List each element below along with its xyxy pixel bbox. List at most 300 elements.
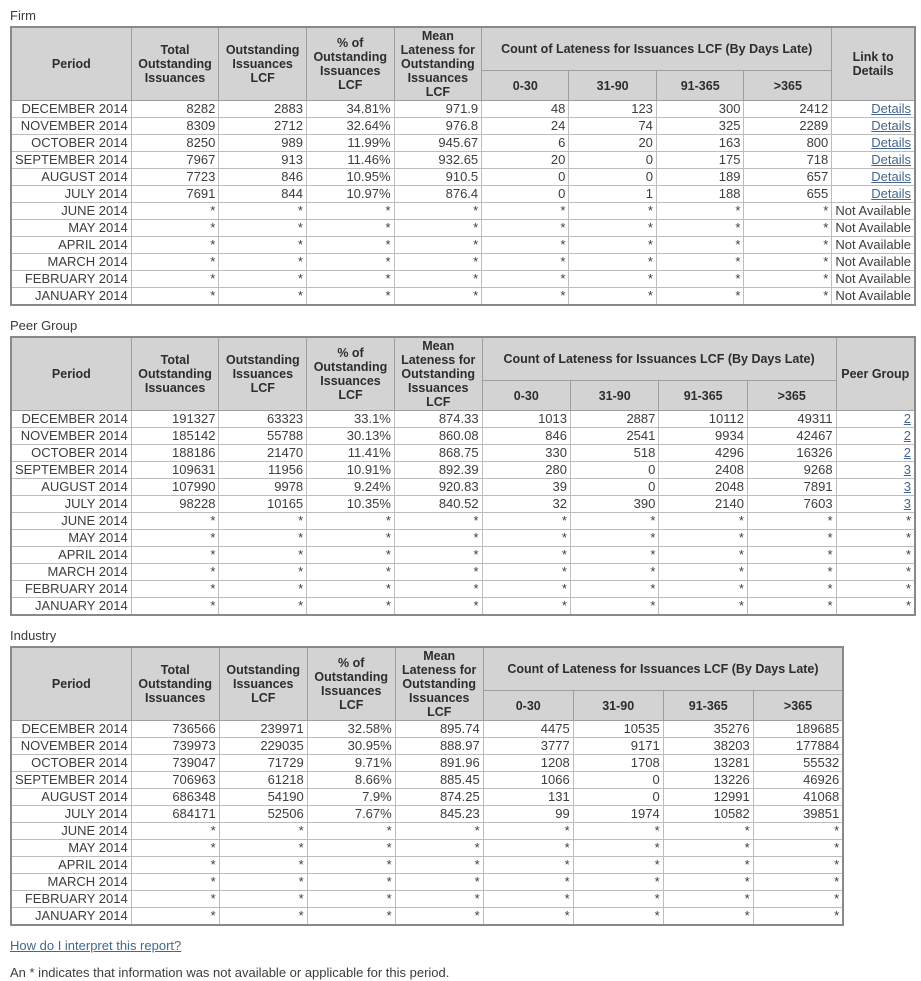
- period-cell: DECEMBER 2014: [11, 411, 131, 428]
- peer-group-link[interactable]: 2: [903, 445, 911, 460]
- value-cell: 7.9%: [307, 789, 395, 806]
- value-cell: *: [131, 237, 219, 254]
- value-cell: 41068: [753, 789, 843, 806]
- value-cell: 945.67: [394, 135, 482, 152]
- value-cell: *: [131, 908, 219, 926]
- value-cell: 895.74: [395, 721, 483, 738]
- period-cell: OCTOBER 2014: [11, 445, 131, 462]
- value-cell: *: [656, 237, 744, 254]
- value-cell: 99: [483, 806, 573, 823]
- value-cell: *: [306, 254, 394, 271]
- value-cell: *: [744, 288, 832, 306]
- extra-cell: [832, 169, 915, 186]
- value-cell: 7891: [747, 479, 836, 496]
- period-cell: DECEMBER 2014: [11, 721, 131, 738]
- value-cell: *: [219, 857, 307, 874]
- value-cell: 55532: [753, 755, 843, 772]
- table-row: [11, 135, 915, 152]
- table-row: [11, 203, 915, 220]
- col-header-bucket-91-365: 91-365: [656, 71, 744, 101]
- col-header-bucket-31-90: 31-90: [570, 381, 658, 411]
- period-cell: JUNE 2014: [11, 203, 131, 220]
- value-cell: 8309: [131, 118, 219, 135]
- value-cell: 24: [482, 118, 569, 135]
- extra-cell: [832, 135, 915, 152]
- col-header-total-outstanding: Total Outstanding Issuances: [131, 337, 219, 411]
- value-cell: *: [307, 857, 395, 874]
- value-cell: *: [219, 564, 307, 581]
- peer-group-link[interactable]: 2: [903, 411, 911, 426]
- value-cell: *: [482, 581, 570, 598]
- peer-group-link[interactable]: 3: [903, 462, 911, 477]
- table-row: [11, 840, 843, 857]
- table-row: [11, 152, 915, 169]
- value-cell: *: [131, 840, 219, 857]
- extra-cell: *: [836, 513, 915, 530]
- period-cell: NOVEMBER 2014: [11, 738, 131, 755]
- value-cell: 846: [219, 169, 307, 186]
- col-header-bucket-31-90: 31-90: [569, 71, 657, 101]
- value-cell: 0: [570, 462, 658, 479]
- value-cell: *: [573, 874, 663, 891]
- extra-cell: [836, 428, 915, 445]
- value-cell: 20: [569, 135, 657, 152]
- value-cell: 2048: [659, 479, 748, 496]
- value-cell: 1013: [482, 411, 570, 428]
- col-header-bucket-gt365: >365: [747, 381, 836, 411]
- value-cell: 989: [219, 135, 307, 152]
- value-cell: 845.23: [395, 806, 483, 823]
- value-cell: *: [482, 203, 569, 220]
- value-cell: 1974: [573, 806, 663, 823]
- value-cell: 32.58%: [307, 721, 395, 738]
- col-header-mean-lateness: Mean Lateness for Outstanding Issuances LCF: [394, 27, 482, 101]
- value-cell: *: [573, 823, 663, 840]
- value-cell: 189685: [753, 721, 843, 738]
- value-cell: 739973: [131, 738, 219, 755]
- value-cell: *: [569, 220, 657, 237]
- table-row: [11, 857, 843, 874]
- value-cell: *: [219, 288, 307, 306]
- value-cell: *: [306, 237, 394, 254]
- value-cell: *: [570, 530, 658, 547]
- firm-section: [10, 8, 916, 306]
- value-cell: 0: [569, 152, 657, 169]
- value-cell: *: [483, 891, 573, 908]
- value-cell: *: [394, 203, 482, 220]
- extra-cell: Not Available: [832, 220, 915, 237]
- col-header-bucket-91-365: 91-365: [659, 381, 748, 411]
- value-cell: *: [219, 254, 307, 271]
- value-cell: 2412: [744, 101, 832, 118]
- firm-table: [10, 26, 916, 306]
- value-cell: *: [395, 840, 483, 857]
- value-cell: *: [747, 581, 836, 598]
- value-cell: *: [744, 203, 832, 220]
- value-cell: *: [483, 840, 573, 857]
- table-row: [11, 874, 843, 891]
- value-cell: *: [573, 891, 663, 908]
- value-cell: *: [663, 891, 753, 908]
- value-cell: 48: [482, 101, 569, 118]
- col-header-count-group: Count of Lateness for Issuances LCF (By Days Late): [483, 647, 843, 691]
- value-cell: *: [131, 254, 219, 271]
- value-cell: 846: [482, 428, 570, 445]
- footer: [10, 938, 916, 954]
- value-cell: 892.39: [394, 462, 482, 479]
- period-cell: JULY 2014: [11, 806, 131, 823]
- value-cell: *: [573, 840, 663, 857]
- period-cell: SEPTEMBER 2014: [11, 152, 131, 169]
- value-cell: *: [747, 530, 836, 547]
- col-header-pct-outstanding-lcf: % of Outstanding Issuances LCF: [306, 27, 394, 101]
- extra-cell: *: [836, 530, 915, 547]
- value-cell: 10582: [663, 806, 753, 823]
- value-cell: *: [573, 908, 663, 926]
- value-cell: 888.97: [395, 738, 483, 755]
- value-cell: *: [219, 874, 307, 891]
- extra-cell: Not Available: [832, 237, 915, 254]
- value-cell: *: [131, 598, 219, 616]
- value-cell: 61218: [219, 772, 307, 789]
- period-cell: APRIL 2014: [11, 547, 131, 564]
- peer-group-link[interactable]: 3: [903, 496, 911, 511]
- value-cell: *: [394, 271, 482, 288]
- value-cell: *: [482, 598, 570, 616]
- peer-group-link[interactable]: 2: [903, 428, 911, 443]
- value-cell: *: [753, 891, 843, 908]
- table-row: [11, 564, 915, 581]
- value-cell: *: [219, 891, 307, 908]
- table-row: [11, 428, 915, 445]
- industry-table: [10, 646, 844, 926]
- details-link[interactable]: Details: [871, 118, 911, 133]
- value-cell: 8282: [131, 101, 219, 118]
- col-header-mean-lateness: Mean Lateness for Outstanding Issuances LCF: [395, 647, 483, 721]
- value-cell: 191327: [131, 411, 219, 428]
- value-cell: 10165: [219, 496, 307, 513]
- value-cell: *: [307, 908, 395, 926]
- period-cell: AUGUST 2014: [11, 479, 131, 496]
- value-cell: *: [483, 908, 573, 926]
- col-header-period: Period: [11, 27, 131, 101]
- value-cell: *: [394, 288, 482, 306]
- period-cell: OCTOBER 2014: [11, 755, 131, 772]
- table-row: [11, 908, 843, 926]
- value-cell: *: [306, 271, 394, 288]
- col-header-bucket-0-30: 0-30: [483, 691, 573, 721]
- value-cell: 74: [569, 118, 657, 135]
- table-row: [11, 755, 843, 772]
- value-cell: 800: [744, 135, 832, 152]
- value-cell: *: [569, 288, 657, 306]
- value-cell: *: [569, 237, 657, 254]
- table-row: [11, 118, 915, 135]
- value-cell: *: [663, 823, 753, 840]
- value-cell: 518: [570, 445, 658, 462]
- peer-group-section: [10, 318, 916, 616]
- value-cell: *: [394, 530, 482, 547]
- period-cell: AUGUST 2014: [11, 789, 131, 806]
- table-row: [11, 806, 843, 823]
- period-cell: JUNE 2014: [11, 513, 131, 530]
- details-link[interactable]: Details: [871, 152, 911, 167]
- extra-cell: [836, 479, 915, 496]
- value-cell: 63323: [219, 411, 307, 428]
- value-cell: *: [394, 564, 482, 581]
- value-cell: 11956: [219, 462, 307, 479]
- value-cell: 30.95%: [307, 738, 395, 755]
- value-cell: 239971: [219, 721, 307, 738]
- value-cell: *: [219, 530, 307, 547]
- value-cell: *: [219, 840, 307, 857]
- value-cell: 109631: [131, 462, 219, 479]
- details-link[interactable]: Details: [871, 101, 911, 116]
- value-cell: *: [663, 874, 753, 891]
- value-cell: 30.13%: [307, 428, 395, 445]
- value-cell: *: [395, 891, 483, 908]
- table-row: [11, 288, 915, 306]
- value-cell: *: [131, 220, 219, 237]
- value-cell: 739047: [131, 755, 219, 772]
- value-cell: *: [131, 530, 219, 547]
- value-cell: *: [570, 564, 658, 581]
- value-cell: *: [482, 513, 570, 530]
- value-cell: *: [744, 271, 832, 288]
- value-cell: 706963: [131, 772, 219, 789]
- col-header-period: Period: [11, 647, 131, 721]
- value-cell: *: [570, 547, 658, 564]
- value-cell: *: [659, 513, 748, 530]
- value-cell: 163: [656, 135, 744, 152]
- value-cell: *: [131, 874, 219, 891]
- value-cell: 7967: [131, 152, 219, 169]
- col-header-outstanding-lcf: Outstanding Issuances LCF: [219, 27, 307, 101]
- value-cell: 390: [570, 496, 658, 513]
- value-cell: 10.95%: [306, 169, 394, 186]
- value-cell: 10.91%: [307, 462, 395, 479]
- value-cell: *: [394, 547, 482, 564]
- value-cell: *: [570, 598, 658, 616]
- value-cell: *: [306, 220, 394, 237]
- value-cell: 920.83: [394, 479, 482, 496]
- value-cell: *: [747, 564, 836, 581]
- value-cell: *: [394, 513, 482, 530]
- value-cell: 9.71%: [307, 755, 395, 772]
- value-cell: 8.66%: [307, 772, 395, 789]
- value-cell: 976.8: [394, 118, 482, 135]
- col-header-bucket-91-365: 91-365: [663, 691, 753, 721]
- value-cell: 0: [482, 169, 569, 186]
- value-cell: *: [131, 857, 219, 874]
- value-cell: *: [483, 874, 573, 891]
- table-row: [11, 738, 843, 755]
- value-cell: 20: [482, 152, 569, 169]
- details-link[interactable]: Details: [871, 169, 911, 184]
- value-cell: 10.97%: [306, 186, 394, 203]
- value-cell: *: [131, 823, 219, 840]
- value-cell: *: [306, 288, 394, 306]
- value-cell: *: [747, 547, 836, 564]
- value-cell: 300: [656, 101, 744, 118]
- period-cell: MARCH 2014: [11, 564, 131, 581]
- value-cell: 684171: [131, 806, 219, 823]
- value-cell: 7.67%: [307, 806, 395, 823]
- table-row: [11, 186, 915, 203]
- value-cell: 2883: [219, 101, 307, 118]
- col-header-link-to-details: Link to Details: [832, 27, 915, 101]
- value-cell: 325: [656, 118, 744, 135]
- extra-cell: [832, 101, 915, 118]
- peer-group-link[interactable]: 3: [903, 479, 911, 494]
- interpret-report-link[interactable]: How do I interpret this report?: [10, 938, 182, 953]
- value-cell: 188186: [131, 445, 219, 462]
- value-cell: 840.52: [394, 496, 482, 513]
- value-cell: *: [570, 513, 658, 530]
- details-link[interactable]: Details: [871, 135, 911, 150]
- value-cell: *: [395, 908, 483, 926]
- industry-section: [10, 628, 916, 926]
- value-cell: *: [307, 598, 395, 616]
- value-cell: *: [753, 840, 843, 857]
- col-header-bucket-gt365: >365: [753, 691, 843, 721]
- value-cell: 188: [656, 186, 744, 203]
- value-cell: *: [656, 288, 744, 306]
- value-cell: 0: [482, 186, 569, 203]
- value-cell: *: [307, 564, 395, 581]
- value-cell: 2541: [570, 428, 658, 445]
- col-header-period: Period: [11, 337, 131, 411]
- value-cell: 98228: [131, 496, 219, 513]
- value-cell: 736566: [131, 721, 219, 738]
- period-cell: MAY 2014: [11, 220, 131, 237]
- table-row: [11, 462, 915, 479]
- value-cell: *: [219, 598, 307, 616]
- period-cell: NOVEMBER 2014: [11, 118, 131, 135]
- value-cell: 49311: [747, 411, 836, 428]
- value-cell: *: [656, 254, 744, 271]
- value-cell: *: [307, 891, 395, 908]
- extra-cell: [836, 445, 915, 462]
- value-cell: 107990: [131, 479, 219, 496]
- peer-group-table-title: Peer Group: [10, 318, 78, 333]
- value-cell: *: [570, 581, 658, 598]
- table-row: [11, 254, 915, 271]
- value-cell: *: [656, 271, 744, 288]
- value-cell: 123: [569, 101, 657, 118]
- table-row: [11, 772, 843, 789]
- value-cell: 13281: [663, 755, 753, 772]
- value-cell: 1708: [573, 755, 663, 772]
- details-link[interactable]: Details: [871, 186, 911, 201]
- value-cell: *: [131, 564, 219, 581]
- asterisk-footnote: An * indicates that information was not available or applicable for this period.: [10, 965, 450, 980]
- value-cell: *: [219, 823, 307, 840]
- value-cell: *: [656, 220, 744, 237]
- table-row: [11, 237, 915, 254]
- value-cell: 3777: [483, 738, 573, 755]
- value-cell: 874.33: [394, 411, 482, 428]
- value-cell: *: [394, 598, 482, 616]
- value-cell: *: [747, 513, 836, 530]
- table-row: [11, 271, 915, 288]
- table-row: [11, 220, 915, 237]
- extra-cell: Not Available: [832, 271, 915, 288]
- period-cell: JANUARY 2014: [11, 598, 131, 616]
- value-cell: *: [747, 598, 836, 616]
- value-cell: *: [663, 908, 753, 926]
- value-cell: 16326: [747, 445, 836, 462]
- value-cell: *: [394, 254, 482, 271]
- value-cell: 185142: [131, 428, 219, 445]
- value-cell: 9978: [219, 479, 307, 496]
- value-cell: 9171: [573, 738, 663, 755]
- value-cell: *: [395, 857, 483, 874]
- value-cell: *: [569, 203, 657, 220]
- value-cell: 7603: [747, 496, 836, 513]
- value-cell: 189: [656, 169, 744, 186]
- table-row: [11, 891, 843, 908]
- value-cell: *: [307, 874, 395, 891]
- value-cell: *: [659, 547, 748, 564]
- period-cell: JANUARY 2014: [11, 908, 131, 926]
- col-header-pct-outstanding-lcf: % of Outstanding Issuances LCF: [307, 647, 395, 721]
- value-cell: 1208: [483, 755, 573, 772]
- value-cell: *: [131, 581, 219, 598]
- value-cell: *: [219, 547, 307, 564]
- value-cell: *: [659, 530, 748, 547]
- value-cell: 891.96: [395, 755, 483, 772]
- value-cell: *: [307, 530, 395, 547]
- extra-cell: [832, 152, 915, 169]
- value-cell: *: [219, 220, 307, 237]
- value-cell: 8250: [131, 135, 219, 152]
- value-cell: 229035: [219, 738, 307, 755]
- table-row: [11, 411, 915, 428]
- extra-cell: *: [836, 598, 915, 616]
- value-cell: 657: [744, 169, 832, 186]
- value-cell: 10.35%: [307, 496, 395, 513]
- value-cell: 910.5: [394, 169, 482, 186]
- period-cell: MAY 2014: [11, 530, 131, 547]
- period-cell: DECEMBER 2014: [11, 101, 131, 118]
- value-cell: 35276: [663, 721, 753, 738]
- value-cell: 2140: [659, 496, 748, 513]
- value-cell: 0: [573, 772, 663, 789]
- value-cell: *: [753, 874, 843, 891]
- period-cell: NOVEMBER 2014: [11, 428, 131, 445]
- extra-cell: [832, 118, 915, 135]
- value-cell: *: [394, 581, 482, 598]
- table-row: [11, 598, 915, 616]
- period-cell: FEBRUARY 2014: [11, 581, 131, 598]
- value-cell: 330: [482, 445, 570, 462]
- table-row: [11, 789, 843, 806]
- value-cell: *: [482, 288, 569, 306]
- value-cell: *: [131, 891, 219, 908]
- value-cell: 7723: [131, 169, 219, 186]
- value-cell: *: [306, 203, 394, 220]
- col-header-bucket-31-90: 31-90: [573, 691, 663, 721]
- value-cell: *: [219, 203, 307, 220]
- value-cell: *: [744, 237, 832, 254]
- extra-cell: *: [836, 564, 915, 581]
- period-cell: FEBRUARY 2014: [11, 271, 131, 288]
- value-cell: *: [395, 823, 483, 840]
- value-cell: 11.41%: [307, 445, 395, 462]
- table-row: [11, 823, 843, 840]
- period-cell: JANUARY 2014: [11, 288, 131, 306]
